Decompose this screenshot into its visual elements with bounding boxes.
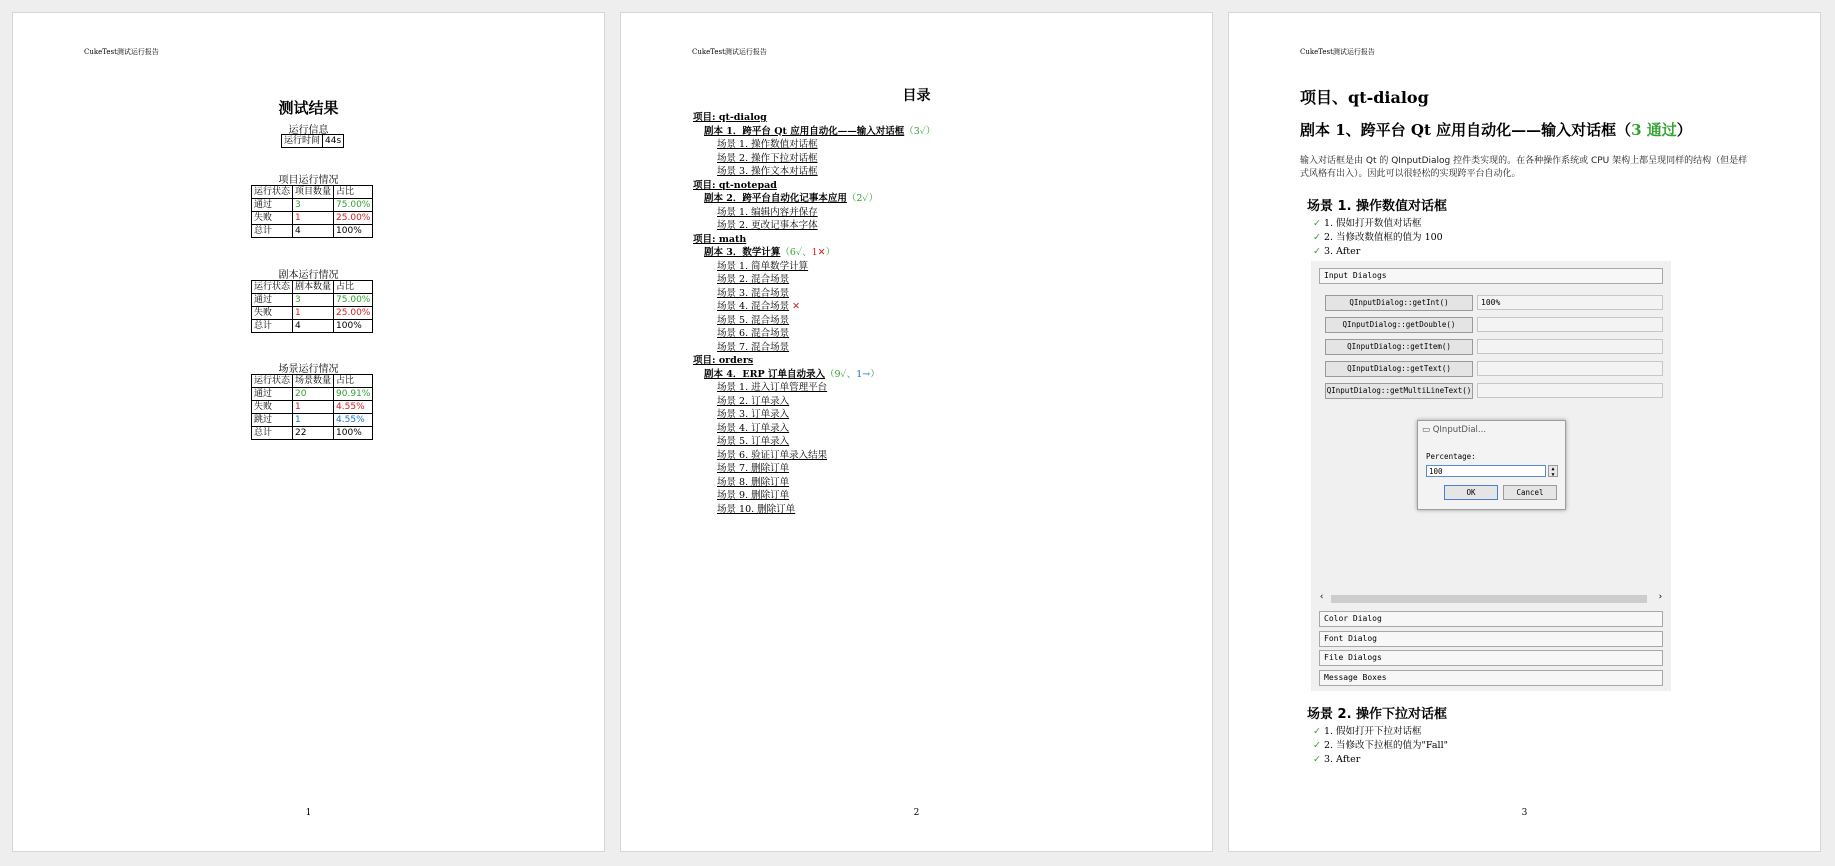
toc-scene[interactable] bbox=[693, 152, 935, 166]
page-header: CukeTest测试运行报告 bbox=[692, 48, 767, 56]
result-title: 测试结果 bbox=[278, 99, 339, 117]
run-info-table bbox=[281, 134, 344, 148]
table-cell: 失败 bbox=[252, 307, 293, 320]
toc-scene-link[interactable]: 场景 9. 删除订单 bbox=[717, 490, 790, 501]
table-cell: 总计 bbox=[252, 320, 293, 333]
table-header: 场景数量 bbox=[293, 375, 334, 388]
window-icon: ▭ bbox=[1422, 425, 1433, 435]
toc-scene[interactable] bbox=[693, 138, 935, 152]
toc-scene-link[interactable]: 场景 7. 混合场景 bbox=[717, 341, 790, 353]
script-heading bbox=[1300, 119, 1692, 140]
check-icon: ✓ bbox=[1313, 754, 1321, 765]
toc-script[interactable] bbox=[693, 125, 935, 139]
page-2 bbox=[620, 12, 1213, 852]
horizontal-scrollbar[interactable] bbox=[1319, 592, 1663, 604]
toc-scene-link[interactable]: 场景 4. 订单录入 bbox=[717, 422, 790, 434]
toc-scene[interactable] bbox=[693, 476, 935, 490]
toc-scene-link[interactable]: 场景 8. 删除订单 bbox=[717, 476, 790, 488]
toc-script-link[interactable]: 剧本 3．数学计算 bbox=[704, 247, 781, 258]
table-cell: 22 bbox=[293, 427, 334, 440]
run-info-value: 44s bbox=[323, 135, 344, 148]
table-cell: 20 bbox=[293, 388, 334, 401]
ok-button[interactable]: OK bbox=[1444, 485, 1498, 500]
table-header: 运行状态 bbox=[252, 281, 293, 294]
table-of-contents bbox=[693, 111, 935, 516]
script-heading-text: 剧本 1、跨平台 Qt 应用自动化——输入对话框（ bbox=[1300, 121, 1632, 139]
table-cell: 75.00% bbox=[334, 199, 373, 212]
table-cell: 3 bbox=[293, 294, 334, 307]
table-cell: 总计 bbox=[252, 225, 293, 238]
page-header: CukeTest测试运行报告 bbox=[84, 48, 159, 56]
toc-project[interactable]: 项目: math bbox=[693, 233, 747, 245]
step-item: ✓ 1. 假如打开数值对话框 bbox=[1313, 218, 1422, 229]
check-icon: ✓ bbox=[1313, 246, 1321, 257]
toc-project[interactable]: 项目: qt-dialog bbox=[693, 112, 767, 123]
toc-scene[interactable] bbox=[693, 408, 935, 422]
check-icon: ✓ bbox=[1313, 740, 1321, 751]
qinputdialog-button[interactable]: QInputDialog::getMultiLineText() bbox=[1325, 383, 1473, 399]
page-number: 3 bbox=[1521, 808, 1528, 818]
toc-scene-link[interactable]: 场景 6. 混合场景 bbox=[717, 328, 790, 339]
table-cell: 100% bbox=[334, 320, 373, 333]
toc-scene-link[interactable]: 场景 7. 删除订单 bbox=[717, 463, 790, 474]
input-dialog bbox=[1417, 420, 1566, 510]
toc-scene-link[interactable]: 场景 1. 编辑内容并保存 bbox=[717, 206, 818, 218]
page-number: 1 bbox=[305, 808, 312, 818]
qinputdialog-button[interactable]: QInputDialog::getItem() bbox=[1325, 339, 1473, 355]
toc-scene-link[interactable]: 场景 2. 更改记事本字体 bbox=[717, 220, 818, 231]
toc-script-status: （2✓） bbox=[846, 193, 879, 204]
toc-scene-link[interactable]: 场景 4. 混合场景 bbox=[717, 301, 790, 312]
script-table-caption: 剧本运行情况 bbox=[278, 270, 339, 281]
cancel-button[interactable]: Cancel bbox=[1503, 485, 1557, 500]
toc-scene[interactable] bbox=[693, 206, 935, 220]
table-cell: 25.00% bbox=[334, 307, 373, 320]
toc-scene-link[interactable]: 场景 3. 混合场景 bbox=[717, 287, 790, 299]
toc-scene[interactable] bbox=[693, 449, 935, 463]
step-item: ✓ 2. 当修改数值框的值为 100 bbox=[1313, 232, 1443, 243]
dialog-title: ▭ QInputDial... bbox=[1422, 425, 1487, 435]
scene-1-heading: 场景 1. 操作数值对话框 bbox=[1307, 199, 1448, 214]
table-cell: 1 bbox=[293, 414, 334, 427]
scene-table-caption: 场景运行情况 bbox=[278, 364, 339, 375]
table-cell: 90.91% bbox=[334, 388, 373, 401]
script-heading-close: ） bbox=[1676, 121, 1692, 139]
toc-script-status: （9✓、1→） bbox=[825, 368, 880, 380]
fail-icon: ✕ bbox=[789, 301, 801, 312]
toc-scene[interactable] bbox=[693, 422, 935, 436]
table-header: 运行状态 bbox=[252, 186, 293, 199]
toc-scene[interactable] bbox=[693, 462, 935, 476]
table-cell: 1 bbox=[293, 307, 334, 320]
toc-scene[interactable] bbox=[693, 260, 935, 274]
toc-script[interactable] bbox=[693, 192, 935, 206]
check-icon: ✓ bbox=[1313, 726, 1321, 737]
scene-1-steps bbox=[1313, 217, 1443, 259]
toc-scene[interactable] bbox=[693, 165, 935, 179]
toc-scene-link[interactable]: 场景 3. 操作文本对话框 bbox=[717, 166, 818, 177]
dialog-group[interactable]: Message Boxes bbox=[1319, 670, 1663, 686]
table-cell: 通过 bbox=[252, 388, 293, 401]
toc-scene-link[interactable]: 场景 2. 混合场景 bbox=[717, 274, 790, 285]
toc-scene[interactable] bbox=[693, 273, 935, 287]
dialog-label: Percentage: bbox=[1426, 452, 1476, 461]
page-header: CukeTest测试运行报告 bbox=[1300, 48, 1375, 56]
result-field: 100% bbox=[1477, 295, 1663, 310]
toc-project[interactable]: 项目: orders bbox=[693, 355, 754, 366]
toc-scene[interactable] bbox=[693, 300, 935, 314]
table-cell: 75.00% bbox=[334, 294, 373, 307]
table-cell: 1 bbox=[293, 212, 334, 225]
table-header: 占比 bbox=[334, 375, 373, 388]
run-info-caption: 运行信息 bbox=[288, 125, 329, 136]
result-field bbox=[1477, 317, 1663, 332]
dialog-group[interactable]: File Dialogs bbox=[1319, 650, 1663, 666]
result-field bbox=[1477, 361, 1663, 376]
toc-project[interactable]: 项目: qt-notepad bbox=[693, 179, 777, 191]
toc-scene[interactable] bbox=[693, 219, 935, 233]
page-1 bbox=[12, 12, 605, 852]
toc-scene[interactable] bbox=[693, 381, 935, 395]
page-number: 2 bbox=[913, 808, 920, 818]
scrollbar-thumb[interactable] bbox=[1331, 595, 1647, 603]
toc-scene[interactable] bbox=[693, 435, 935, 449]
toc-script[interactable] bbox=[693, 246, 935, 260]
toc-scene[interactable] bbox=[693, 489, 935, 503]
toc-scene-link[interactable]: 场景 10. 删除订单 bbox=[717, 503, 796, 515]
toc-script-link[interactable]: 剧本 2．跨平台自动化记事本应用 bbox=[704, 193, 847, 204]
toc-script-status: （6✓、1✕） bbox=[780, 247, 836, 258]
toc-scene-link[interactable]: 场景 5. 混合场景 bbox=[717, 314, 790, 326]
table-header: 占比 bbox=[334, 281, 373, 294]
page-3 bbox=[1228, 12, 1821, 852]
app-screenshot bbox=[1311, 261, 1671, 691]
table-cell: 1 bbox=[293, 401, 334, 414]
chevron-left-icon[interactable]: ‹ bbox=[1319, 592, 1325, 602]
toc-scene-link[interactable]: 场景 3. 订单录入 bbox=[717, 409, 790, 420]
table-cell: 4 bbox=[293, 225, 334, 238]
project-table-caption: 项目运行情况 bbox=[278, 175, 339, 186]
toc-scene[interactable] bbox=[693, 503, 935, 517]
scene-2-steps bbox=[1313, 725, 1448, 767]
table-cell: 100% bbox=[334, 225, 373, 238]
result-field bbox=[1477, 383, 1663, 398]
table-cell: 通过 bbox=[252, 199, 293, 212]
run-info-label: 运行时间 bbox=[282, 135, 323, 148]
toc-scene[interactable] bbox=[693, 341, 935, 355]
table-cell: 失败 bbox=[252, 401, 293, 414]
table-cell: 100% bbox=[334, 427, 373, 440]
toc-scene-link[interactable]: 场景 5. 订单录入 bbox=[717, 436, 790, 447]
script-table bbox=[251, 280, 373, 333]
step-item: ✓ 2. 当修改下拉框的值为"Fall" bbox=[1313, 740, 1448, 751]
group-input-dialogs: Input Dialogs bbox=[1319, 268, 1663, 284]
project-heading: 项目、qt-dialog bbox=[1300, 88, 1429, 107]
table-header: 剧本数量 bbox=[293, 281, 334, 294]
table-cell: 4.55% bbox=[334, 414, 373, 427]
table-cell: 3 bbox=[293, 199, 334, 212]
project-table bbox=[251, 185, 373, 238]
toc-script-link[interactable]: 剧本 1．跨平台 Qt 应用自动化——输入对话框 bbox=[704, 125, 905, 137]
script-pass-count: 3 通过 bbox=[1631, 121, 1677, 139]
toc-scene-link[interactable]: 场景 1. 进入订单管理平台 bbox=[717, 382, 828, 393]
toc-scene-link[interactable]: 场景 2. 操作下拉对话框 bbox=[717, 152, 818, 164]
toc-scene-link[interactable]: 场景 1. 操作数值对话框 bbox=[717, 139, 818, 150]
table-header: 项目数量 bbox=[293, 186, 334, 199]
table-header: 占比 bbox=[334, 186, 373, 199]
script-description: 输入对话框是由 Qt 的 QInputDialog 控件类实现的。在各种操作系统或 CPU 架构上都呈现同样的结构（但是样式风格有出入）。因此可以很轻松的实现跨平台自动化。 bbox=[1300, 156, 1748, 179]
check-icon: ✓ bbox=[1313, 232, 1321, 243]
spin-arrows-icon[interactable]: ▲ ▼ bbox=[1548, 465, 1558, 477]
toc-scene-link[interactable]: 场景 6. 验证订单录入结果 bbox=[717, 449, 828, 461]
chevron-right-icon[interactable]: › bbox=[1657, 592, 1663, 602]
qinputdialog-button[interactable]: QInputDialog::getInt() bbox=[1325, 295, 1473, 311]
toc-title: 目录 bbox=[902, 88, 931, 104]
dialog-group[interactable]: Color Dialog bbox=[1319, 611, 1663, 627]
toc-scene[interactable] bbox=[693, 327, 935, 341]
qinputdialog-button[interactable]: QInputDialog::getDouble() bbox=[1325, 317, 1473, 333]
check-icon: ✓ bbox=[1313, 218, 1321, 229]
step-item: ✓ 1. 假如打开下拉对话框 bbox=[1313, 726, 1422, 737]
table-header: 运行状态 bbox=[252, 375, 293, 388]
percentage-input[interactable]: 100 bbox=[1426, 465, 1546, 477]
toc-scene-link[interactable]: 场景 1. 简单数学计算 bbox=[717, 260, 809, 272]
toc-script-link[interactable]: 剧本 4．ERP 订单自动录入 bbox=[704, 368, 826, 380]
step-item: ✓ 3. After bbox=[1313, 246, 1361, 257]
qinputdialog-button[interactable]: QInputDialog::getText() bbox=[1325, 361, 1473, 377]
table-cell: 4 bbox=[293, 320, 334, 333]
toc-script[interactable] bbox=[693, 368, 935, 382]
dialog-group[interactable]: Font Dialog bbox=[1319, 631, 1663, 647]
step-item: ✓ 3. After bbox=[1313, 754, 1361, 765]
toc-scene[interactable] bbox=[693, 287, 935, 301]
table-cell: 跳过 bbox=[252, 414, 293, 427]
toc-scene[interactable] bbox=[693, 395, 935, 409]
table-cell: 总计 bbox=[252, 427, 293, 440]
result-field bbox=[1477, 339, 1663, 354]
toc-scene-link[interactable]: 场景 2. 订单录入 bbox=[717, 395, 790, 407]
table-cell: 25.00% bbox=[334, 212, 373, 225]
toc-scene[interactable] bbox=[693, 314, 935, 328]
scene-2-heading: 场景 2. 操作下拉对话框 bbox=[1307, 707, 1448, 722]
table-cell: 通过 bbox=[252, 294, 293, 307]
toc-script-status: （3✓） bbox=[904, 125, 936, 137]
table-cell: 失败 bbox=[252, 212, 293, 225]
table-cell: 4.55% bbox=[334, 401, 373, 414]
scene-table bbox=[251, 374, 373, 440]
